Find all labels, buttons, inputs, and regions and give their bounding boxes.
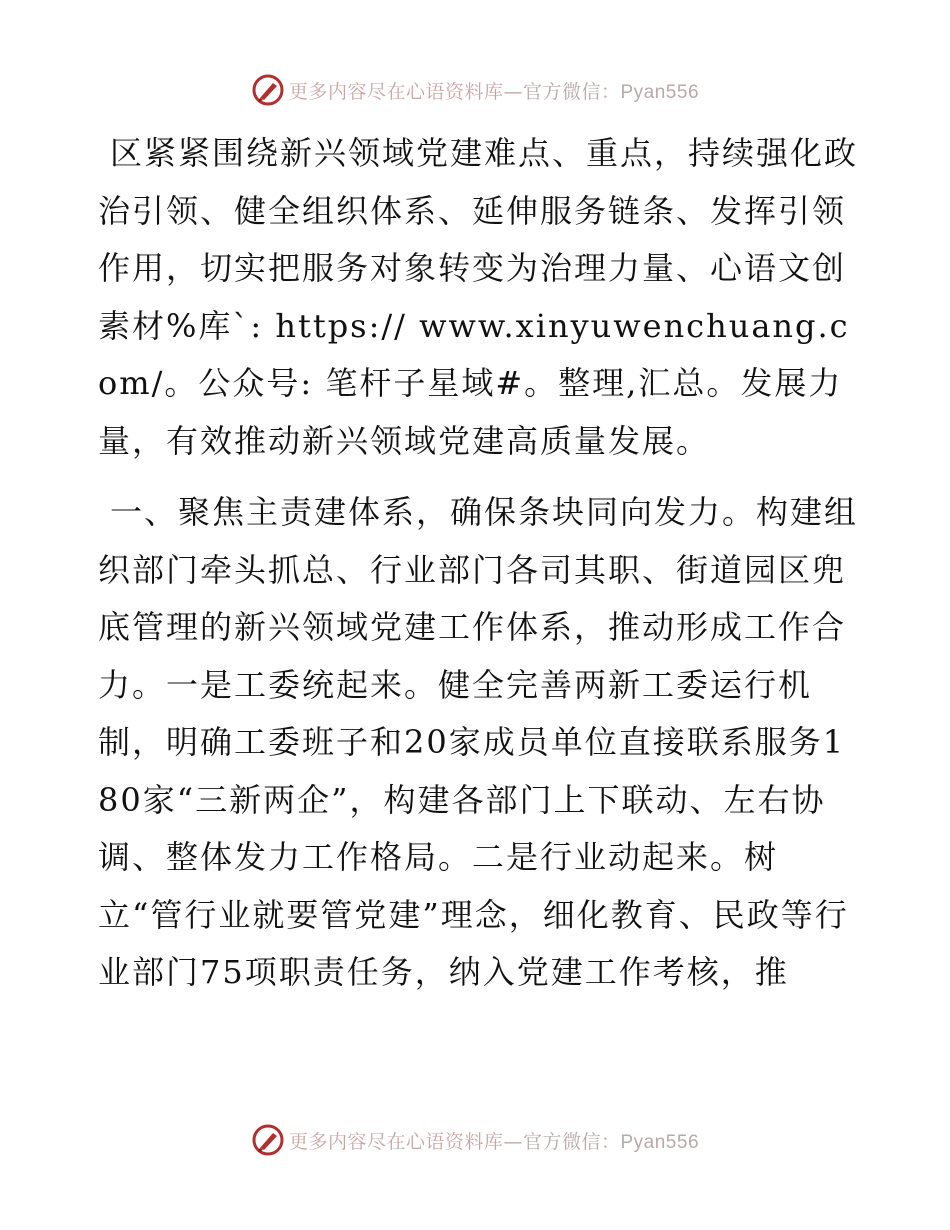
pen-circle-logo-icon: [251, 1123, 285, 1157]
footer-banner-wechat-id: Pyan556: [620, 1131, 700, 1153]
header-banner-lead: 更多内容尽在心语资料库: [288, 80, 504, 103]
pen-circle-logo-icon: [251, 73, 285, 107]
footer-banner-separator: —: [503, 1130, 523, 1153]
body-paragraph-2: 一、聚焦主责建体系，确保条块同向发力。构建组织部门牵头抓总、行业部门各司其职、街道园区兜底管理的新兴领域党建工作体系，推动形成工作合力。一是工委统起来。健全完善两新工委运行机制，明确工委班子和20家成员单位直接联系服务180家“三新两企”，构建各部门上下联动、左右协调、整体发力工作格局。二是行业动起来。树立“管行业就要管党建”理念，细化教育、民政等行业部门75项职责任务，纳入党建工作考核，推: [98, 493, 859, 991]
footer-watermark-banner: [0, 1120, 950, 1160]
header-watermark-banner: [0, 70, 950, 110]
header-banner-wechat-id: Pyan556: [620, 81, 700, 103]
document-body: [98, 125, 858, 1002]
header-banner-wechat-label: 官方微信：: [522, 80, 621, 103]
footer-banner-lead: 更多内容尽在心语资料库: [288, 1130, 504, 1153]
header-banner-separator: —: [503, 80, 523, 103]
header-banner-text: [289, 77, 699, 104]
footer-banner-wechat-label: 官方微信：: [522, 1130, 621, 1153]
footer-banner-text: [289, 1127, 699, 1154]
body-paragraph-1: 区紧紧围绕新兴领域党建难点、重点，持续强化政治引领、健全组织体系、延伸服务链条、发挥引领作用，切实把服务对象转变为治理力量、心语文创素材%库`: https:// www.xinyuwenchuang.com/。公众号: 笔杆子星域#。整理,汇总。发展力量，有效推动新兴领域党建高质量发展。: [98, 134, 859, 460]
